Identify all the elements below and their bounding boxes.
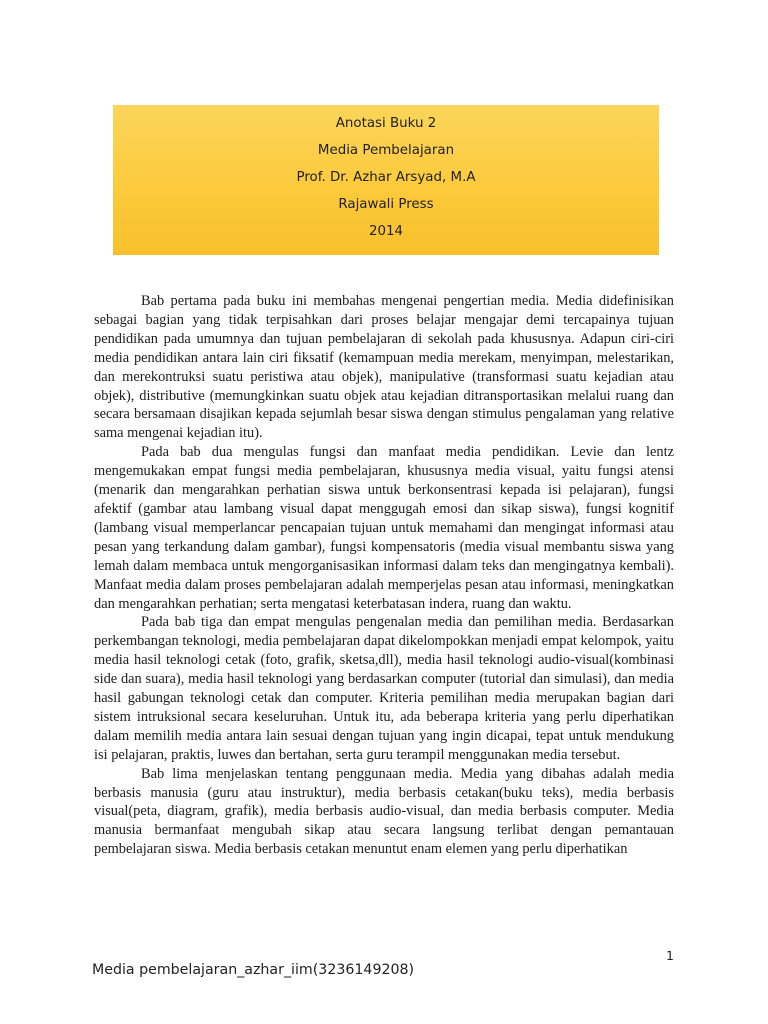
document-body (94, 292, 674, 859)
book-title: Media Pembelajaran (317, 143, 455, 158)
book-year: 2014 (368, 224, 404, 239)
paragraph-bab-2: Pada bab dua mengulas fungsi dan manfaat media pendidikan. Levie dan lentz mengemukakan empat fungsi media pembelajaran, khususnya media visual, yaitu fungsi atensi (menarik dan mengarahkan perhatian siswa untuk berkonsentrasi kepada isi pelajaran), fungsi afektif (gambar atau lambang visual dapat menggugah emosi dan sikap siswa), fungsi kognitif (lambang visual memperlancar pencapaian tujuan untuk memahami dan mengingat informasi atau pesan yang terkandung dalam gambar), fungsi kompensatoris (media visual membantu siswa yang lemah dalam membaca untuk mengorganisasikan informasi dalam teks dan mengingatnya kembali). Manfaat media dalam proses pembelajaran adalah memperjelas pesan atau informasi, meningkatkan dan mengarahkan perhatian; serta mengatasi keterbatasan indera, ruang dan waktu. (94, 444, 674, 612)
book-author: Prof. Dr. Azhar Arsyad, M.A (296, 170, 476, 185)
paragraph-bab-1: Bab pertama pada buku ini membahas mengenai pengertian media. Media didefinisikan sebagai bagian yang tidak terpisahkan dari proses belajar mengajar demi tercapainya tujuan pendidikan pada umumnya dan tujuan pembelajaran di sekolah pada khususnya. Adapun ciri-ciri media pendidikan antara lain ciri fiksatif (kemampuan media merekam, menyimpan, melestarikan, dan merekontruksi suatu peristiwa atau objek), manipulative (transformasi suatu kejadian atau objek), distributive (memungkinkan suatu objek atau kejadian ditransportasikan melalui ruang dan secara bersamaan disajikan kepada sejumlah besar siswa dengan stimulus pengalaman yang relative sama mengenai kejadian itu). (94, 293, 674, 442)
title-box (113, 105, 659, 255)
paragraph-bab-5: Bab lima menjelaskan tentang penggunaan media. Media yang dibahas adalah media berbasis manusia (guru atau instruktur), media berbasis cetakan(buku teks), media berbasis visual(peta, diagram, grafik), media berbasis audio-visual, dan media berbasis computer. Media manusia bermanfaat mengubah sikap atau secara langsung terlibat dengan pemantauan pembelajaran siswa. Media berbasis cetakan menuntut enam elemen yang perlu diperhatikan (94, 765, 674, 858)
page-number: 1 (666, 948, 674, 963)
book-publisher: Rajawali Press (338, 197, 434, 212)
annotation-label: Anotasi Buku 2 (335, 116, 437, 131)
paragraph-bab-3-4: Pada bab tiga dan empat mengulas pengenalan media dan pemilihan media. Berdasarkan perkembangan teknologi, media pembelajaran dapat dikelompokkan menjadi empat kelompok, yaitu media hasil teknologi cetak (foto, grafik, sketsa,dll), media hasil teknologi audio-visual(kombinasi side dan suara), media hasil teknologi yang berdasarkan computer (tutorial dan simulasi), dan media hasil gabungan teknologi cetak dan computer. Kriteria pemilihan media merupakan bagian dari sistem intruksional secara keseluruhan. Untuk itu, ada beberapa kriteria yang perlu diperhatikan dalam memilih media antara lain sesuai dengan tujuan yang ingin dicapai, tepat untuk mendukung isi pelajaran, praktis, luwes dan bertahan, serta guru terampil menggunakan media tersebut. (94, 614, 674, 763)
document-footer: Media pembelajaran_azhar_iim(3236149208) (92, 962, 415, 978)
